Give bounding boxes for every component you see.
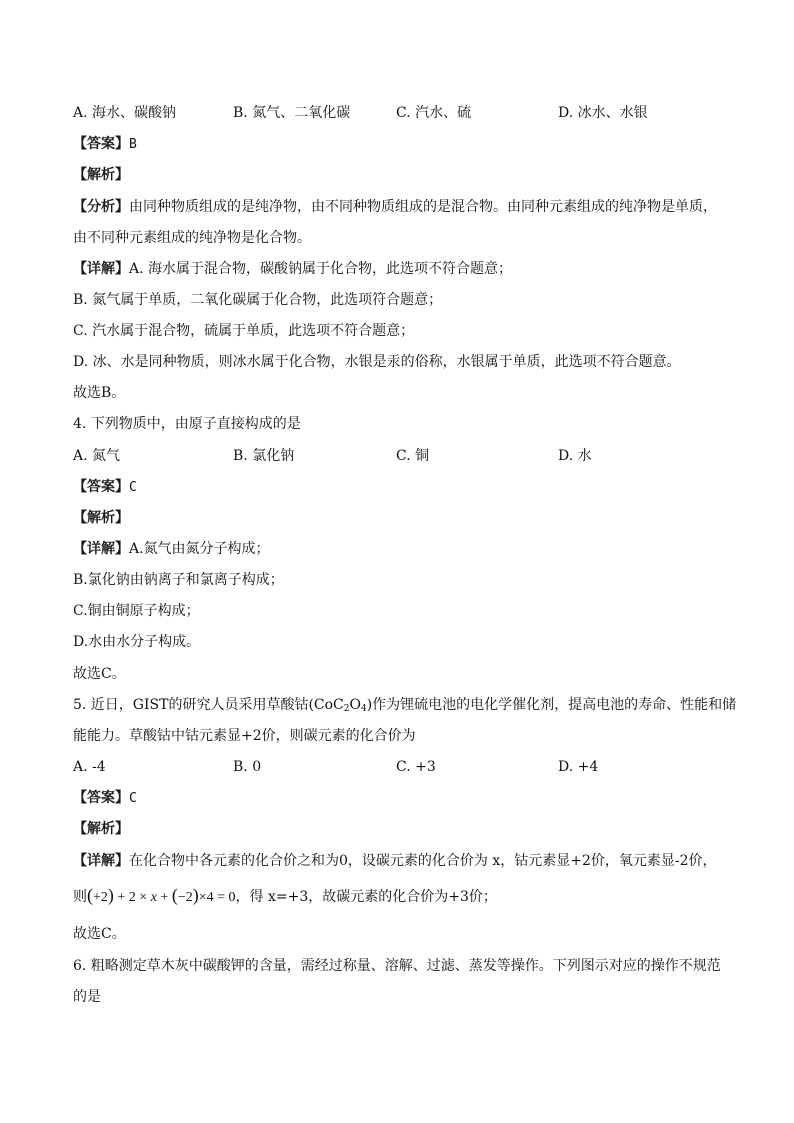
q5-conclusion: 故选C。 <box>73 926 126 942</box>
fenxi-tag: 【分析】 <box>73 199 129 215</box>
q4-option-c: C. 铜 <box>396 448 430 464</box>
q3-option-c: C. 汽水、硫 <box>396 105 472 121</box>
q4-answer-line <box>73 477 734 498</box>
answer-value: B <box>129 137 137 152</box>
q5-detail-line1: 【详解】在化合物中各元素的化合价之和为0，设碳元素的化合价为 x，钴元素显+2价，氧元素显-2价， <box>73 853 717 869</box>
q4-question: 4. 下列物质中，由原子直接构成的是 <box>73 416 301 432</box>
q5-question-line1: 5. 近日，GIST的研究人员采用草酸钴$(CoC_2O_4)$作为锂硫电池的电化学催化剂，提高电池的寿命、性能和储 <box>73 697 737 714</box>
q5-detail-line2: 则(+2) + 2 × x + (−2)×4 = 0，得 x=+3，故碳元素的化合价为+3价； <box>73 885 497 905</box>
q4-option-b: B. 氯化钠 <box>233 448 295 464</box>
q5-analysis-tag: 【解析】 <box>73 821 129 837</box>
equation: (+2) + 2 × x + (−2)×4 = 0 <box>87 885 236 905</box>
q3-detail-a: 【详解】A. 海水属于混合物，碳酸钠属于化合物，此选项不符合题意； <box>73 261 513 277</box>
q4-option-a: A. 氮气 <box>73 448 121 464</box>
q3-fenxi-line2: 由不同种元素组成的纯净物是化合物。 <box>73 230 311 246</box>
q3-option-d: D. 冰水、水银 <box>558 105 648 121</box>
q4-detail-b: B.氯化钠由钠离子和氯离子构成； <box>73 572 284 588</box>
q4-conclusion: 故选C。 <box>73 666 126 682</box>
detail-tag: 【详解】 <box>73 261 129 277</box>
q3-detail-d: D. 冰、水是同种物质，则冰水属于化合物，水银是汞的俗称，水银属于单质，此选项不符合题意。 <box>73 354 681 370</box>
q3-detail-b: B. 氮气属于单质，二氧化碳属于化合物，此选项符合题意； <box>73 292 443 308</box>
q5-option-b: B. 0 <box>233 759 262 775</box>
detail-tag: 【详解】 <box>73 541 129 557</box>
answer-tag: 【答案】 <box>73 479 129 495</box>
answer-tag: 【答案】 <box>73 136 129 152</box>
detail-tag: 【详解】 <box>73 853 129 869</box>
q6-question-line1: 6. 粗略测定草木灰中碳酸钾的含量，需经过称量、溶解、过滤、蒸发等操作。下列图示对应的操作不规范 <box>73 958 721 974</box>
q4-detail-d: D.水由水分子构成。 <box>73 634 201 650</box>
q5-option-a: A. -4 <box>73 759 106 775</box>
q5-option-d: D. +4 <box>558 759 599 775</box>
q3-fenxi-line1: 【分析】由同种物质组成的是纯净物，由不同种物质组成的是混合物。由同种元素组成的纯净物是单质， <box>73 199 717 215</box>
q5-question-line2: 能能力。草酸钴中钴元素显+2价，则碳元素的化合价为 <box>73 728 416 744</box>
answer-tag: 【答案】 <box>73 790 129 806</box>
q6-question-line2: 的是 <box>73 989 101 1005</box>
answer-value: C <box>129 791 137 806</box>
q5-answer-line <box>73 788 734 809</box>
q3-analysis-tag: 【解析】 <box>73 167 129 183</box>
answer-value: C <box>129 480 137 495</box>
q3-option-b: B. 氮气、二氧化碳 <box>233 105 351 121</box>
q3-answer-line <box>73 134 734 155</box>
q3-option-a: A. 海水、碳酸钠 <box>73 105 177 121</box>
q4-detail-c: C.铜由铜原子构成； <box>73 603 200 619</box>
q3-detail-c: C. 汽水属于混合物，硫属于单质，此选项不符合题意； <box>73 323 415 339</box>
q5-option-c: C. +3 <box>396 759 436 775</box>
q3-conclusion: 故选B。 <box>73 385 126 401</box>
q4-analysis-tag: 【解析】 <box>73 510 129 526</box>
q4-option-d: D. 水 <box>558 448 592 464</box>
q4-detail-a: 【详解】A.氮气由氮分子构成； <box>73 541 270 557</box>
